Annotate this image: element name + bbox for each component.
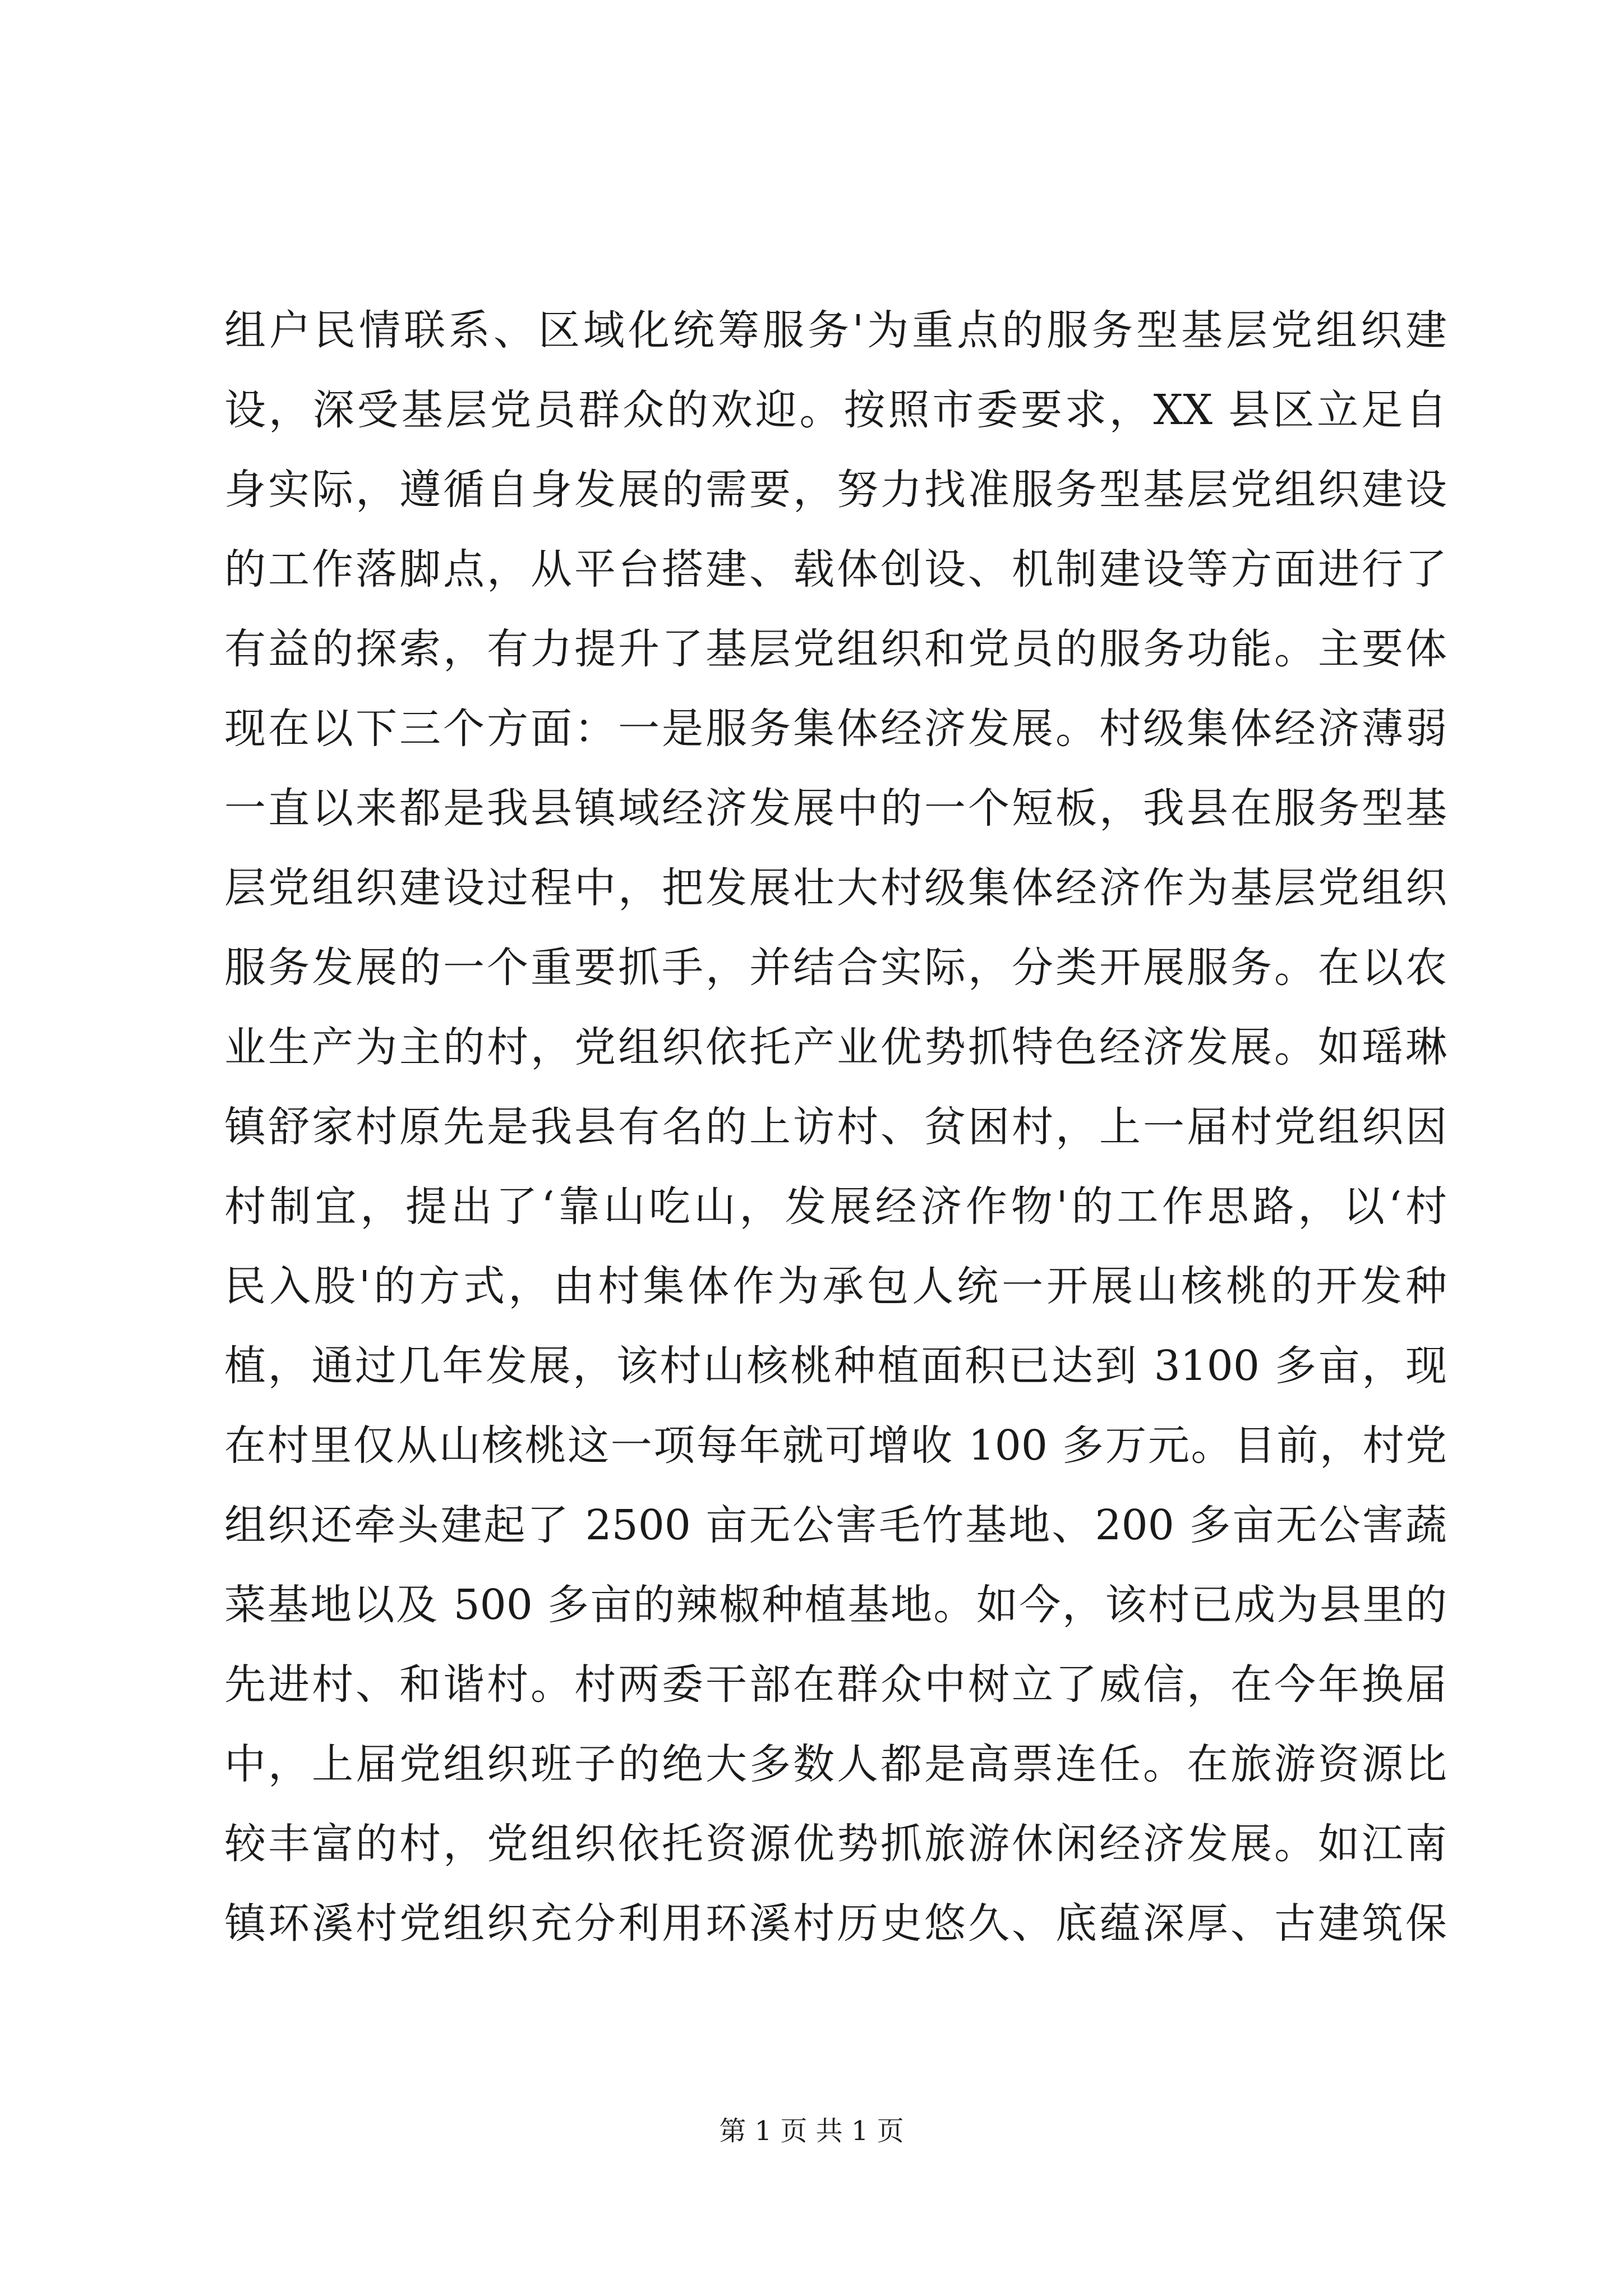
text-line: 服务发展的一个重要抓手，并结合实际，分类开展服务。在以农 [224, 944, 1447, 992]
text-line: 业生产为主的村，党组织依托产业优势抓特色经济发展。如瑶琳 [224, 1023, 1447, 1071]
text-line: 一直以来都是我县镇域经济发展中的一个短板，我县在服务型基 [224, 784, 1447, 832]
text-line: 民入股'的方式，由村集体作为承包人统一开展山核桃的开发种 [224, 1262, 1447, 1310]
text-line: 较丰富的村，党组织依托资源优势抓旅游休闲经济发展。如江南 [224, 1820, 1447, 1868]
text-line: 组织还牵头建起了 2500 亩无公害毛竹基地、200 多亩无公害蔬 [224, 1501, 1447, 1549]
text-line: 镇环溪村党组织充分利用环溪村历史悠久、底蕴深厚、古建筑保 [224, 1899, 1447, 1948]
text-line: 现在以下三个方面：一是服务集体经济发展。村级集体经济薄弱 [224, 705, 1447, 753]
text-line: 设，深受基层党员群众的欢迎。按照市委要求，XX 县区立足自 [224, 386, 1447, 434]
text-line: 镇舒家村原先是我县有名的上访村、贫困村，上一届村党组织因 [224, 1103, 1447, 1151]
text-line: 村制宜，提出了‘靠山吃山，发展经济作物'的工作思路，以‘村 [224, 1182, 1447, 1231]
text-line: 菜基地以及 500 多亩的辣椒种植基地。如今，该村已成为县里的 [224, 1581, 1447, 1629]
page-footer: 第 1 页 共 1 页 [719, 2115, 904, 2147]
text-line: 的工作落脚点，从平台搭建、载体创设、机制建设等方面进行了 [224, 545, 1447, 593]
text-line: 组户民情联系、区域化统筹服务'为重点的服务型基层党组织建 [224, 306, 1447, 355]
text-line: 有益的探索，有力提升了基层党组织和党员的服务功能。主要体 [224, 625, 1447, 673]
text-line: 层党组织建设过程中，把发展壮大村级集体经济作为基层党组织 [224, 864, 1447, 912]
text-line: 先进村、和谐村。村两委干部在群众中树立了威信，在今年换届 [224, 1660, 1447, 1709]
text-line: 身实际，遵循自身发展的需要，努力找准服务型基层党组织建设 [224, 466, 1447, 514]
text-line: 在村里仅从山核桃这一项每年就可增收 100 多万元。目前，村党 [224, 1421, 1447, 1470]
body-paragraph [224, 291, 1447, 1963]
text-line: 植，通过几年发展，该村山核桃种植面积已达到 3100 多亩，现 [224, 1342, 1447, 1390]
text-line: 中，上届党组织班子的绝大多数人都是高票连任。在旅游资源比 [224, 1740, 1447, 1788]
